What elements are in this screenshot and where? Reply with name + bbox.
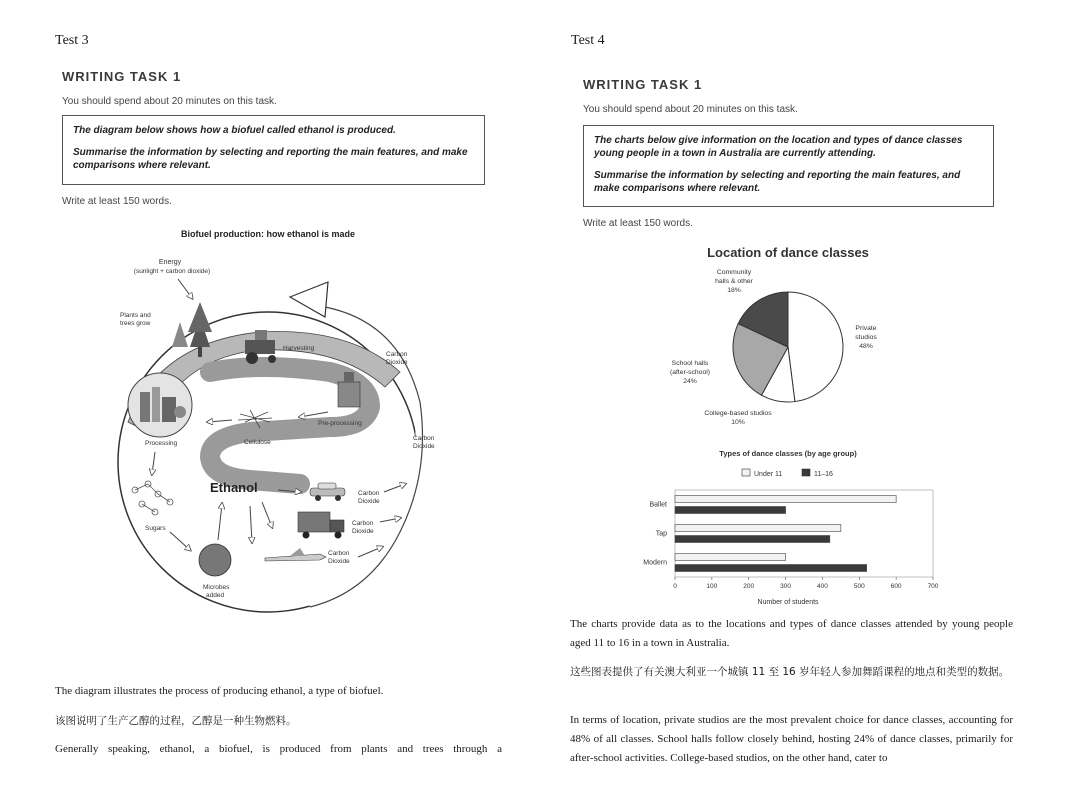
legend-swatch-0	[742, 469, 750, 476]
microbes-icon	[199, 544, 231, 576]
prompt-line-1-right: The charts below give information on the location and types of dance classes young people in a town in Australia are currently attending.	[594, 135, 963, 159]
bar-category-1: Tap	[655, 530, 667, 538]
label-co2-truck-2: Dioxide	[352, 528, 374, 535]
bar-tick-label-3: 300	[780, 583, 792, 590]
writing-task-title-left: WRITING TASK 1	[62, 69, 182, 84]
pie-label-3-2: 18%	[727, 287, 741, 294]
bar-category-0: Ballet	[649, 501, 667, 509]
answer-sentence-en-2: Generally speaking, ethanol, a biofuel, is produced from plants and trees through a	[55, 743, 502, 755]
prompt-box-right	[583, 125, 994, 207]
page-label-test-3: Test 3	[55, 33, 89, 48]
label-co2-car-2: Dioxide	[358, 498, 380, 505]
answer-para-2: In terms of location, private studios are the most prevalent choice for dance classes, accounting for 48% of all classes. School halls follow closely behind, hosting 24% of dance classes, primarily for after-school activities. College-based studios, on the other hand, cater to	[570, 714, 1013, 764]
arrow-energy	[178, 279, 192, 298]
answer-sentence-en: The diagram illustrates the process of producing ethanol, a type of biofuel.	[55, 685, 384, 697]
pie-label-0-2: 48%	[859, 343, 873, 350]
page-label-test-4: Test 4	[571, 33, 605, 48]
label-harvesting: Harvesting	[283, 345, 315, 352]
pie-label-2-2: 24%	[683, 378, 697, 385]
prompt-line-2-right: Summarise the information by selecting and reporting the main features, and make comparisons where relevant.	[594, 170, 961, 194]
label-energy-sub: (sunlight + carbon dioxide)	[133, 268, 211, 275]
label-microbes-2: added	[206, 592, 225, 599]
pie-slice-0	[788, 292, 843, 402]
bar-plot-frame	[675, 490, 933, 577]
bar-tick-label-5: 500	[853, 583, 865, 590]
answer-sentence-cn: 该图说明了生产乙醇的过程，乙醇是一种生物燃料。	[55, 715, 297, 727]
answer-para-1: The charts provide data as to the locations and types of dance classes attended by young people aged 11 to 16 in a town in Australia.	[570, 618, 1013, 649]
legend-label-1: 11–16	[814, 471, 833, 478]
legend-swatch-1	[802, 469, 810, 476]
bar-1-1	[675, 536, 830, 543]
bar-1-0	[675, 525, 841, 532]
bar-tick-label-2: 200	[743, 583, 755, 590]
label-processing: Processing	[145, 440, 178, 447]
label-plants-1: Plants and	[120, 312, 151, 319]
legend-label-0: Under 11	[754, 471, 783, 478]
bar-x-axis-label: Number of students	[757, 599, 819, 606]
label-co2-car-1: Carbon	[358, 490, 380, 497]
bar-tick-label-6: 600	[890, 583, 902, 590]
pie-chart-title: Location of dance classes	[707, 245, 869, 260]
label-ethanol: Ethanol	[210, 480, 258, 495]
bar-tick-label-7: 700	[927, 583, 939, 590]
time-note-right: You should spend about 20 minutes on this task.	[583, 104, 798, 115]
label-co2-right-2: Dioxide	[413, 443, 435, 450]
writing-task-title-right: WRITING TASK 1	[583, 77, 703, 92]
bar-2-0	[675, 554, 786, 561]
pie-label-0-0: Private	[855, 325, 877, 332]
label-plants-2: trees grow	[120, 320, 151, 327]
label-microbes-1: Microbes	[203, 584, 230, 591]
word-note-left: Write at least 150 words.	[62, 196, 172, 207]
answer-para-cn: 这些图表提供了有关澳大利亚一个城镇 11 至 16 岁年轻人参加舞蹈课程的地点和类型的数据。	[570, 666, 1010, 678]
label-co2-plane-2: Dioxide	[328, 558, 350, 565]
time-note-left: You should spend about 20 minutes on this task.	[62, 96, 277, 107]
label-co2-top-2: Dioxide	[386, 359, 408, 366]
diagram-title: Biofuel production: how ethanol is made	[180, 229, 356, 239]
bar-0-0	[675, 496, 896, 503]
pie-label-2-0: School halls	[671, 360, 709, 367]
label-co2-truck-1: Carbon	[352, 520, 374, 527]
bar-chart	[620, 442, 950, 612]
recycle-arrow-head	[290, 282, 328, 317]
pie-label-0-1: studios	[855, 334, 877, 341]
pie-label-3-1: halls & other	[715, 278, 753, 285]
word-note-right: Write at least 150 words.	[583, 218, 693, 229]
pie-chart	[650, 240, 910, 435]
bar-2-1	[675, 565, 867, 572]
label-sugars: Sugars	[145, 525, 166, 532]
pie-label-3-0: Community	[716, 269, 752, 276]
label-co2-plane-1: Carbon	[328, 550, 350, 557]
bar-chart-title: Types of dance classes (by age group)	[719, 449, 857, 458]
prompt-box-left	[62, 115, 485, 185]
biofuel-diagram	[100, 222, 460, 622]
prompt-line-1: The diagram below shows how a biofuel called ethanol is produced.	[73, 125, 396, 136]
pie-label-1-0: College-based studios	[704, 410, 772, 417]
label-cellulose: Cellulose	[244, 439, 271, 446]
bar-tick-label-4: 400	[816, 583, 828, 590]
label-preprocessing: Pre-processing	[318, 420, 362, 427]
pie-label-2-1: (after-school)	[669, 369, 711, 376]
bar-tick-label-0: 0	[673, 583, 677, 590]
bar-0-1	[675, 507, 786, 514]
pie-label-1-1: 10%	[731, 419, 745, 426]
label-co2-right-1: Carbon	[413, 435, 435, 442]
label-energy: Energy	[158, 259, 182, 266]
bar-tick-label-1: 100	[706, 583, 718, 590]
bar-category-2: Modern	[643, 559, 667, 567]
label-co2-top-1: Carbon	[386, 351, 408, 358]
prompt-line-2: Summarise the information by selecting and reporting the main features, and make comparisons where relevant.	[73, 147, 468, 171]
